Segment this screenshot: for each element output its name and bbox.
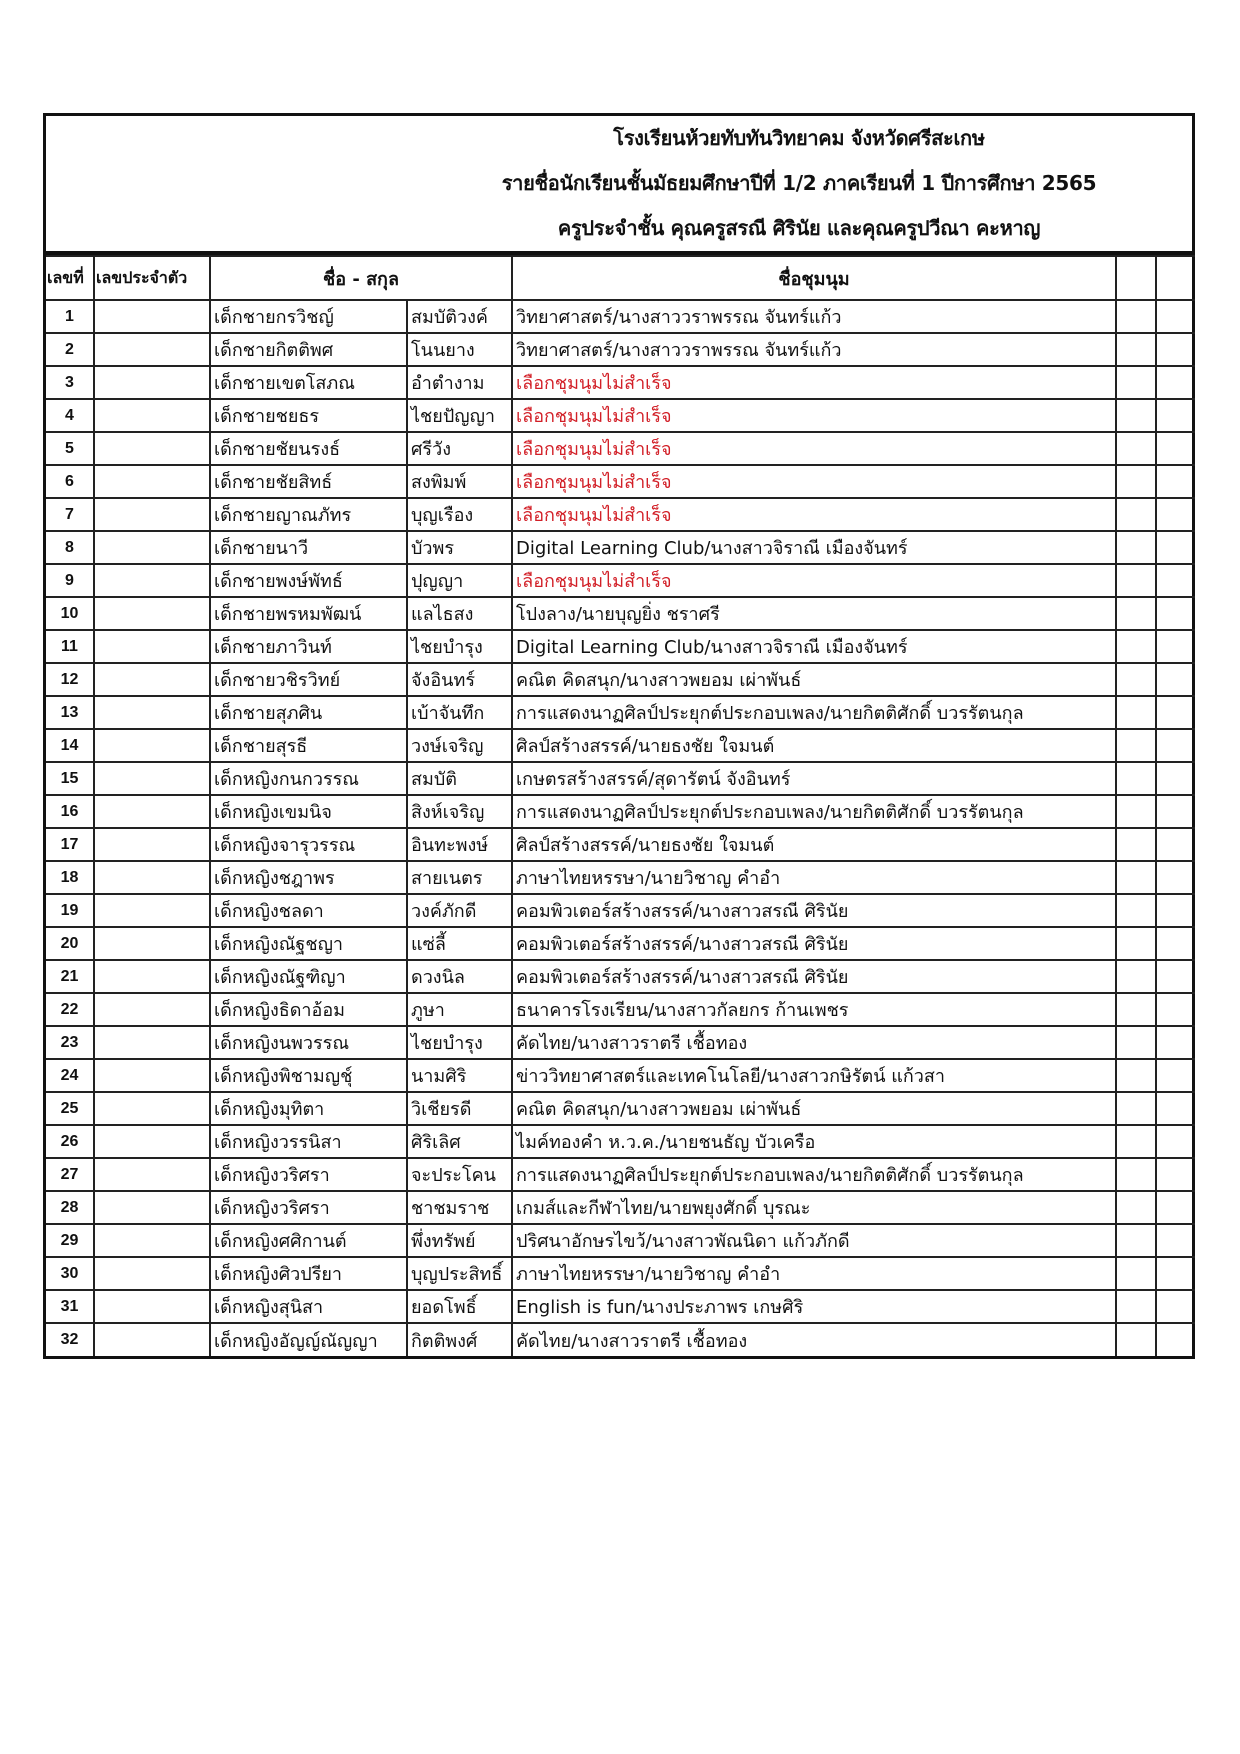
extra-cell-2 [1156,531,1195,564]
table-row [46,531,1195,564]
club-cell: คอมพิวเตอร์สร้างสรรค์/นางสาวสรณี ศิรินัย [512,927,1116,960]
last-name-cell: จังอินทร์ [407,663,512,696]
last-name-cell: วงษ์เจริญ [407,729,512,762]
row-number: 12 [46,663,94,696]
table-row [46,1026,1195,1059]
extra-cell-2 [1156,960,1195,993]
first-name-cell: เด็กหญิงพิชามญชุ์ [210,1059,407,1092]
club-cell: เกษตรสร้างสรรค์/สุดารัตน์ จังอินทร์ [512,762,1116,795]
student-id-cell [94,1257,210,1290]
first-name-cell: เด็กหญิงนพวรรณ [210,1026,407,1059]
student-id-cell [94,465,210,498]
last-name-cell: จะประโคน [407,1158,512,1191]
extra-cell-2 [1156,399,1195,432]
student-id-cell [94,399,210,432]
row-number: 18 [46,861,94,894]
extra-cell-2 [1156,762,1195,795]
extra-cell-1 [1116,399,1156,432]
row-number: 4 [46,399,94,432]
extra-cell-1 [1116,993,1156,1026]
last-name-cell: ยอดโพธิ์ [407,1290,512,1323]
first-name-cell: เด็กหญิงวริศรา [210,1158,407,1191]
table-row [46,366,1195,399]
row-number: 32 [46,1323,94,1356]
club-cell: การแสดงนาฏศิลป์ประยุกต์ประกอบเพลง/นายกิตติศักดิ์ บวรรัตนกุล [512,696,1116,729]
first-name-cell: เด็กหญิงวรรนิสา [210,1125,407,1158]
student-id-cell [94,1191,210,1224]
row-number: 16 [46,795,94,828]
student-id-cell [94,630,210,663]
row-number: 29 [46,1224,94,1257]
col-header-extra-2 [1156,256,1195,300]
extra-cell-1 [1116,663,1156,696]
extra-cell-2 [1156,993,1195,1026]
row-number: 5 [46,432,94,465]
club-status-not-selected: เลือกชุมนุมไม่สำเร็จ [512,498,1116,531]
extra-cell-2 [1156,630,1195,663]
last-name-cell: ศรีวัง [407,432,512,465]
first-name-cell: เด็กหญิงชฎาพร [210,861,407,894]
extra-cell-2 [1156,1026,1195,1059]
club-cell: การแสดงนาฏศิลป์ประยุกต์ประกอบเพลง/นายกิตติศักดิ์ บวรรัตนกุล [512,1158,1116,1191]
table-row [46,696,1195,729]
row-number: 21 [46,960,94,993]
table-row [46,729,1195,762]
club-status-not-selected: เลือกชุมนุมไม่สำเร็จ [512,366,1116,399]
first-name-cell: เด็กชายกิตติพศ [210,333,407,366]
club-cell: ไมค์ทองคำ ห.ว.ค./นายชนธัญ บัวเครือ [512,1125,1116,1158]
club-cell: วิทยาศาสตร์/นางสาววราพรรณ จันทร์แก้ว [512,300,1116,333]
last-name-cell: สมบัติ [407,762,512,795]
extra-cell-1 [1116,531,1156,564]
club-cell: เกมส์และกีฬาไทย/นายพยุงศักดิ์ บุรณะ [512,1191,1116,1224]
last-name-cell: ปุญญา [407,564,512,597]
extra-cell-2 [1156,333,1195,366]
student-id-cell [94,795,210,828]
club-cell: ศิลป์สร้างสรรค์/นายธงชัย ใจมนต์ [512,828,1116,861]
club-cell: ปริศนาอักษรไขว้/นางสาวพัณนิดา แก้วภักดี [512,1224,1116,1257]
club-cell: ข่าววิทยาศาสตร์และเทคโนโลยี/นางสาวกษิรัตน์ แก้วสา [512,1059,1116,1092]
row-number: 15 [46,762,94,795]
extra-cell-1 [1116,1059,1156,1092]
col-header-name: ชื่อ - สกุล [210,256,512,300]
first-name-cell: เด็กชายชัยนรงธ์ [210,432,407,465]
extra-cell-1 [1116,894,1156,927]
first-name-cell: เด็กหญิงศิวปรียา [210,1257,407,1290]
club-cell: English is fun/นางประภาพร เกษศิริ [512,1290,1116,1323]
extra-cell-2 [1156,1224,1195,1257]
table-row [46,960,1195,993]
club-status-not-selected: เลือกชุมนุมไม่สำเร็จ [512,399,1116,432]
first-name-cell: เด็กหญิงณัฐชญา [210,927,407,960]
table-row [46,1257,1195,1290]
row-number: 10 [46,597,94,630]
col-header-student-id: เลขประจำตัว [94,256,210,300]
student-id-cell [94,1059,210,1092]
table-row [46,795,1195,828]
extra-cell-1 [1116,564,1156,597]
col-header-no: เลขที่ [46,256,94,300]
last-name-cell: อินทะพงษ์ [407,828,512,861]
last-name-cell: สายเนตร [407,861,512,894]
table-row [46,1323,1195,1356]
table-row [46,630,1195,663]
document-header [46,116,1192,255]
last-name-cell: ไชยบำรุง [407,1026,512,1059]
last-name-cell: สมบัติวงค์ [407,300,512,333]
last-name-cell: วงค์ภักดี [407,894,512,927]
extra-cell-1 [1116,1125,1156,1158]
first-name-cell: เด็กหญิงวริศรา [210,1191,407,1224]
club-cell: Digital Learning Club/นางสาวจิราณี เมืองจันทร์ [512,531,1116,564]
last-name-cell: สิงห์เจริญ [407,795,512,828]
extra-cell-1 [1116,432,1156,465]
extra-cell-2 [1156,861,1195,894]
first-name-cell: เด็กชายญาณภัทร [210,498,407,531]
col-header-club: ชื่อชุมนุม [512,256,1116,300]
row-number: 7 [46,498,94,531]
club-cell: คณิต คิดสนุก/นางสาวพยอม เผ่าพันธ์ [512,1092,1116,1125]
row-number: 2 [46,333,94,366]
club-cell: คัดไทย/นางสาวราตรี เชื้อทอง [512,1323,1116,1356]
row-number: 31 [46,1290,94,1323]
extra-cell-2 [1156,300,1195,333]
last-name-cell: ดวงนิล [407,960,512,993]
club-cell: คอมพิวเตอร์สร้างสรรค์/นางสาวสรณี ศิรินัย [512,894,1116,927]
extra-cell-2 [1156,828,1195,861]
first-name-cell: เด็กหญิงณัฐฑิญา [210,960,407,993]
student-id-cell [94,993,210,1026]
extra-cell-2 [1156,465,1195,498]
extra-cell-2 [1156,795,1195,828]
student-id-cell [94,1125,210,1158]
homeroom-teachers: ครูประจำชั้น คุณครูสรณี ศิรินัย และคุณครูปวีณา คะหาญ [557,216,1041,240]
student-id-cell [94,828,210,861]
extra-cell-1 [1116,333,1156,366]
student-id-cell [94,1224,210,1257]
student-id-cell [94,927,210,960]
extra-cell-1 [1116,1191,1156,1224]
first-name-cell: เด็กหญิงสุนิสา [210,1290,407,1323]
table-row [46,1059,1195,1092]
row-number: 25 [46,1092,94,1125]
student-id-cell [94,1323,210,1356]
first-name-cell: เด็กชายสุภศิน [210,696,407,729]
extra-cell-1 [1116,762,1156,795]
student-id-cell [94,333,210,366]
row-number: 26 [46,1125,94,1158]
table-row [46,1125,1195,1158]
student-id-cell [94,762,210,795]
first-name-cell: เด็กชายสุรธี [210,729,407,762]
extra-cell-1 [1116,630,1156,663]
last-name-cell: สงพิมพ์ [407,465,512,498]
table-row [46,300,1195,333]
student-id-cell [94,1092,210,1125]
extra-cell-1 [1116,1257,1156,1290]
table-row [46,1191,1195,1224]
extra-cell-1 [1116,498,1156,531]
last-name-cell: ไชยบำรุง [407,630,512,663]
extra-cell-1 [1116,465,1156,498]
col-header-extra-1 [1116,256,1156,300]
student-id-cell [94,300,210,333]
last-name-cell: โนนยาง [407,333,512,366]
student-id-cell [94,1158,210,1191]
extra-cell-1 [1116,927,1156,960]
row-number: 17 [46,828,94,861]
table-row [46,333,1195,366]
club-cell: ภาษาไทยหรรษา/นายวิชาญ คำอำ [512,861,1116,894]
row-number: 19 [46,894,94,927]
student-id-cell [94,729,210,762]
extra-cell-1 [1116,795,1156,828]
table-row [46,894,1195,927]
student-id-cell [94,366,210,399]
extra-cell-2 [1156,1059,1195,1092]
extra-cell-1 [1116,960,1156,993]
table-row [46,1092,1195,1125]
extra-cell-1 [1116,828,1156,861]
extra-cell-2 [1156,432,1195,465]
first-name-cell: เด็กหญิงจารุวรรณ [210,828,407,861]
table-row [46,861,1195,894]
club-cell: คัดไทย/นางสาวราตรี เชื้อทอง [512,1026,1116,1059]
row-number: 14 [46,729,94,762]
last-name-cell: พึ่งทรัพย์ [407,1224,512,1257]
table-row [46,597,1195,630]
extra-cell-2 [1156,597,1195,630]
student-id-cell [94,696,210,729]
table-row [46,432,1195,465]
first-name-cell: เด็กหญิงอัญญ์ณัญญา [210,1323,407,1356]
club-status-not-selected: เลือกชุมนุมไม่สำเร็จ [512,564,1116,597]
club-cell: ภาษาไทยหรรษา/นายวิชาญ คำอำ [512,1257,1116,1290]
extra-cell-2 [1156,366,1195,399]
table-row [46,663,1195,696]
last-name-cell: แลไธสง [407,597,512,630]
extra-cell-2 [1156,663,1195,696]
extra-cell-2 [1156,564,1195,597]
last-name-cell: ศิริเลิศ [407,1125,512,1158]
row-number: 8 [46,531,94,564]
extra-cell-1 [1116,1026,1156,1059]
first-name-cell: เด็กชายภาวินท์ [210,630,407,663]
row-number: 11 [46,630,94,663]
extra-cell-2 [1156,498,1195,531]
table-row [46,1224,1195,1257]
last-name-cell: วิเชียรดี [407,1092,512,1125]
class-title: รายชื่อนักเรียนชั้นมัธยมศึกษาปีที่ 1/2 ภาคเรียนที่ 1 ปีการศึกษา 2565 [501,171,1097,195]
last-name-cell: บัวพร [407,531,512,564]
club-status-not-selected: เลือกชุมนุมไม่สำเร็จ [512,465,1116,498]
row-number: 1 [46,300,94,333]
table-row [46,465,1195,498]
student-id-cell [94,861,210,894]
student-id-cell [94,663,210,696]
table-row [46,993,1195,1026]
table-row [46,1290,1195,1323]
first-name-cell: เด็กชายพงษ์พัทธ์ [210,564,407,597]
row-number: 13 [46,696,94,729]
extra-cell-2 [1156,1092,1195,1125]
club-cell: วิทยาศาสตร์/นางสาววราพรรณ จันทร์แก้ว [512,333,1116,366]
first-name-cell: เด็กหญิงเขมนิจ [210,795,407,828]
row-number: 23 [46,1026,94,1059]
table-row [46,927,1195,960]
table-row [46,399,1195,432]
extra-cell-2 [1156,696,1195,729]
last-name-cell: บุญเรือง [407,498,512,531]
club-cell: Digital Learning Club/นางสาวจิราณี เมืองจันทร์ [512,630,1116,663]
extra-cell-2 [1156,1191,1195,1224]
student-id-cell [94,1026,210,1059]
student-id-cell [94,597,210,630]
extra-cell-2 [1156,729,1195,762]
student-id-cell [94,531,210,564]
first-name-cell: เด็กชายเขตโสภณ [210,366,407,399]
club-cell: การแสดงนาฏศิลป์ประยุกต์ประกอบเพลง/นายกิตติศักดิ์ บวรรัตนกุล [512,795,1116,828]
first-name-cell: เด็กหญิงมุทิตา [210,1092,407,1125]
table-row [46,498,1195,531]
extra-cell-1 [1116,1224,1156,1257]
student-id-cell [94,564,210,597]
last-name-cell: บุญประสิทธิ์ [407,1257,512,1290]
last-name-cell: แซ่ลี้ [407,927,512,960]
extra-cell-1 [1116,1092,1156,1125]
extra-cell-1 [1116,729,1156,762]
row-number: 9 [46,564,94,597]
table-row [46,828,1195,861]
school-title: โรงเรียนห้วยทับทันวิทยาคม จังหวัดศรีสะเกษ [613,126,985,150]
club-cell: โปงลาง/นายบุญยิ่ง ชราศรี [512,597,1116,630]
first-name-cell: เด็กชายนาวี [210,531,407,564]
first-name-cell: เด็กชายชยธร [210,399,407,432]
row-number: 3 [46,366,94,399]
first-name-cell: เด็กหญิงชลดา [210,894,407,927]
row-number: 27 [46,1158,94,1191]
extra-cell-1 [1116,1290,1156,1323]
extra-cell-2 [1156,1125,1195,1158]
last-name-cell: เบ้าจันทึก [407,696,512,729]
extra-cell-1 [1116,696,1156,729]
first-name-cell: เด็กชายชัยสิทธ์ [210,465,407,498]
row-number: 28 [46,1191,94,1224]
last-name-cell: ชาชมราช [407,1191,512,1224]
club-cell: ธนาคารโรงเรียน/นางสาวกัลยกร ก้านเพชร [512,993,1116,1026]
student-id-cell [94,960,210,993]
extra-cell-2 [1156,894,1195,927]
extra-cell-1 [1116,597,1156,630]
last-name-cell: อำตำงาม [407,366,512,399]
last-name-cell: นามศิริ [407,1059,512,1092]
student-id-cell [94,1290,210,1323]
extra-cell-1 [1116,861,1156,894]
row-number: 22 [46,993,94,1026]
club-status-not-selected: เลือกชุมนุมไม่สำเร็จ [512,432,1116,465]
extra-cell-1 [1116,300,1156,333]
student-id-cell [94,432,210,465]
student-id-cell [94,498,210,531]
extra-cell-1 [1116,366,1156,399]
club-cell: ศิลป์สร้างสรรค์/นายธงชัย ใจมนต์ [512,729,1116,762]
first-name-cell: เด็กชายกรวิชญ์ [210,300,407,333]
last-name-cell: ไชยปัญญา [407,399,512,432]
table-header-row [46,256,1195,300]
first-name-cell: เด็กหญิงกนกวรรณ [210,762,407,795]
extra-cell-2 [1156,1290,1195,1323]
extra-cell-2 [1156,1158,1195,1191]
table-row [46,564,1195,597]
extra-cell-2 [1156,1323,1195,1356]
extra-cell-2 [1156,1257,1195,1290]
first-name-cell: เด็กชายพรหมพัฒน์ [210,597,407,630]
club-cell: คณิต คิดสนุก/นางสาวพยอม เผ่าพันธ์ [512,663,1116,696]
first-name-cell: เด็กชายวชิรวิทย์ [210,663,407,696]
student-id-cell [94,894,210,927]
row-number: 6 [46,465,94,498]
extra-cell-1 [1116,1323,1156,1356]
extra-cell-1 [1116,1158,1156,1191]
first-name-cell: เด็กหญิงศศิกานต์ [210,1224,407,1257]
table-row [46,762,1195,795]
student-club-list-sheet [43,113,1195,1359]
club-cell: คอมพิวเตอร์สร้างสรรค์/นางสาวสรณี ศิรินัย [512,960,1116,993]
table-row [46,1158,1195,1191]
student-table [46,255,1195,1356]
row-number: 24 [46,1059,94,1092]
first-name-cell: เด็กหญิงธิดาอ้อม [210,993,407,1026]
row-number: 20 [46,927,94,960]
last-name-cell: ภูษา [407,993,512,1026]
last-name-cell: กิตติพงศ์ [407,1323,512,1356]
row-number: 30 [46,1257,94,1290]
extra-cell-2 [1156,927,1195,960]
